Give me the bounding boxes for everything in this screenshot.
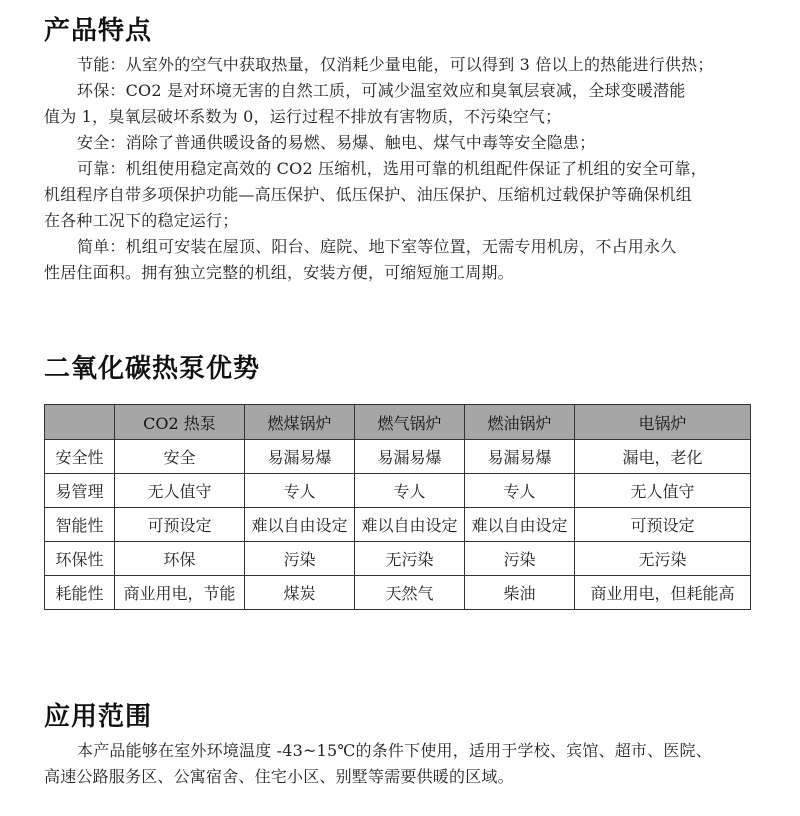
table-header-row [45, 405, 751, 440]
table-cell: 商业用电，节能 [115, 576, 245, 610]
features-line: 机组程序自带多项保护功能—高压保护、低压保护、油压保护、压缩机过载保护等确保机组 [44, 185, 693, 204]
section-title-features: 产品特点 [44, 16, 153, 46]
table-header-cell: 电锅炉 [575, 405, 751, 440]
table-cell: 漏电，老化 [575, 440, 751, 474]
table-cell: 可预设定 [115, 508, 245, 542]
features-line: 环保：CO2 是对环境无害的自然工质，可减少温室效应和臭氧层衰减，全球变暖潜能 [77, 81, 686, 100]
features-line: 在各种工况下的稳定运行； [44, 211, 239, 230]
table-row [45, 440, 751, 474]
section-title-advantages: 二氧化碳热泵优势 [44, 354, 261, 384]
table-cell: 天然气 [355, 576, 465, 610]
table-cell: 专人 [355, 474, 465, 508]
applications-line: 高速公路服务区、公寓宿舍、住宅小区、别墅等需要供暖的区域。 [44, 767, 514, 786]
table-cell: 专人 [245, 474, 355, 508]
table-header-cell: 燃气锅炉 [355, 405, 465, 440]
table-row [45, 542, 751, 576]
table-cell: 无污染 [355, 542, 465, 576]
table-row [45, 508, 751, 542]
row-label: 耗能性 [45, 576, 115, 610]
table-cell: 无人值守 [575, 474, 751, 508]
table-cell: 无人值守 [115, 474, 245, 508]
row-label: 智能性 [45, 508, 115, 542]
table-cell: 难以自由设定 [355, 508, 465, 542]
table-cell: 污染 [465, 542, 575, 576]
features-paragraphs [44, 52, 756, 286]
features-line: 可靠：机组使用稳定高效的 CO2 压缩机，选用可靠的机组配件保证了机组的安全可靠， [77, 159, 707, 178]
table-cell: 可预设定 [575, 508, 751, 542]
features-line: 安全：消除了普通供暖设备的易燃、易爆、触电、煤气中毒等安全隐患； [77, 133, 596, 152]
table-cell: 专人 [465, 474, 575, 508]
row-label: 易管理 [45, 474, 115, 508]
table-row [45, 576, 751, 610]
comparison-table [44, 404, 751, 610]
applications-paragraphs [44, 738, 756, 790]
features-line: 节能：从室外的空气中获取热量，仅消耗少量电能，可以得到 3 倍以上的热能进行供热； [77, 55, 714, 74]
table-header-cell: 燃油锅炉 [465, 405, 575, 440]
features-line: 简单：机组可安装在屋顶、阳台、庭院、地下室等位置，无需专用机房，不占用永久 [77, 237, 677, 256]
table-cell: 难以自由设定 [465, 508, 575, 542]
table-header-cell: CO2 热泵 [115, 405, 245, 440]
features-line: 值为 1，臭氧层破坏系数为 0，运行过程不排放有害物质，不污染空气； [44, 107, 562, 126]
table-cell: 煤炭 [245, 576, 355, 610]
table-cell: 难以自由设定 [245, 508, 355, 542]
table-header-cell: 燃煤锅炉 [245, 405, 355, 440]
table-cell: 易漏易爆 [355, 440, 465, 474]
table-cell: 商业用电，但耗能高 [575, 576, 751, 610]
table-cell: 污染 [245, 542, 355, 576]
features-line: 性居住面积。拥有独立完整的机组，安装方便，可缩短施工周期。 [44, 263, 514, 282]
table-cell: 柴油 [465, 576, 575, 610]
table-row [45, 474, 751, 508]
table-cell: 无污染 [575, 542, 751, 576]
table-cell: 环保 [115, 542, 245, 576]
row-label: 安全性 [45, 440, 115, 474]
table-header-cell [45, 405, 115, 440]
row-label: 环保性 [45, 542, 115, 576]
table-cell: 易漏易爆 [245, 440, 355, 474]
table-cell: 安全 [115, 440, 245, 474]
table-cell: 易漏易爆 [465, 440, 575, 474]
applications-line: 本产品能够在室外环境温度 -43~15℃的条件下使用，适用于学校、宾馆、超市、医院、 [77, 741, 712, 760]
section-title-applications: 应用范围 [44, 702, 153, 732]
